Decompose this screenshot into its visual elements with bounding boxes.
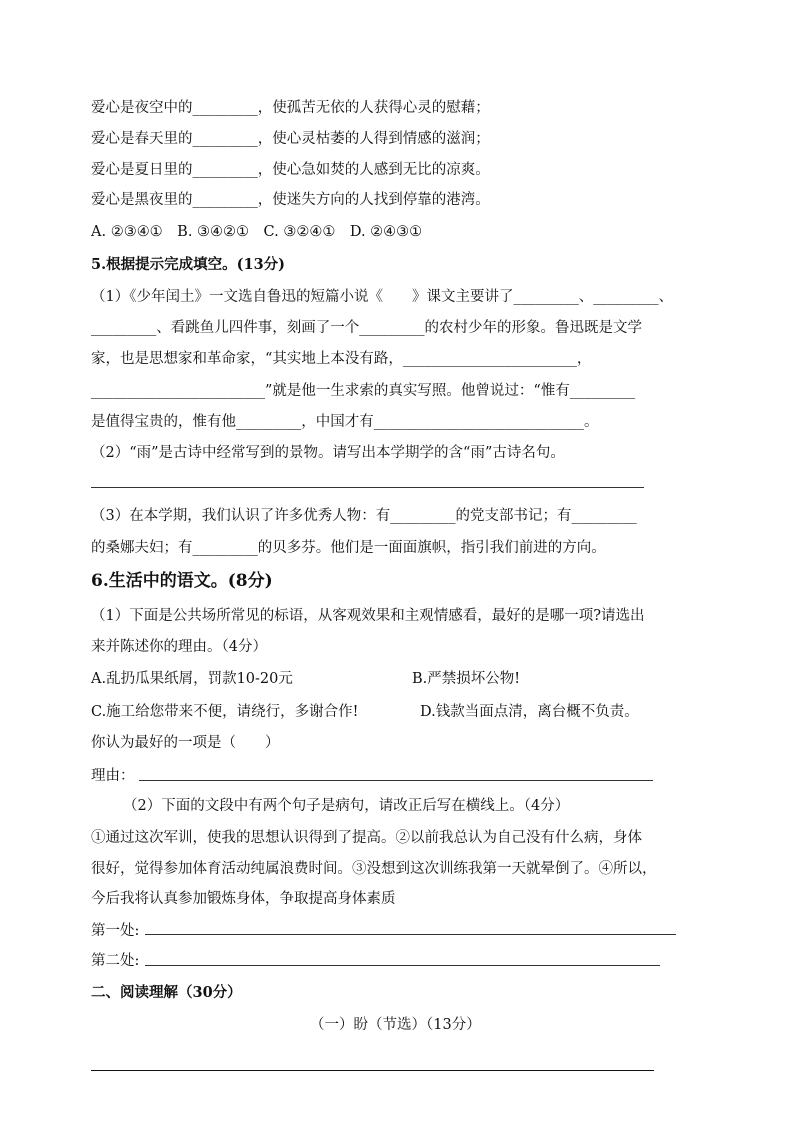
q6-title: 6.生活中的语文。(8分) (91, 571, 273, 591)
part2-title: 二、阅读理解（30分） (91, 984, 242, 1001)
q6-reason-answer-line[interactable] (139, 780, 653, 781)
q6-first-answer-line[interactable] (145, 934, 676, 935)
q4-sentence-3: 爱心是夏日里的_________，使心急如焚的人感到无比的凉爽。 (91, 162, 490, 178)
q6-option-b: B.严禁损坏公物! (412, 671, 521, 687)
q6-option-d: D.钱款当面点清，离台概不负责。 (420, 704, 639, 720)
q6-p2-text-line-3: 今后我将认真参加锻炼身体，争取提高身体素质 (91, 891, 396, 907)
q4-sentence-4: 爱心是黑夜里的_________，使迷失方向的人找到停靠的港湾。 (91, 192, 490, 208)
q4-sentence-2: 爱心是春天里的_________，使心灵枯萎的人得到情感的滋润； (91, 131, 490, 147)
q6-p1-line-1: （1）下面是公共场所常见的标语，从客观效果和主观情感看，最好的是哪一项?请选出 (91, 608, 645, 624)
q6-p1-line-2: 来并陈述你的理由。（4分） (91, 639, 267, 655)
q5-p2-answer-line[interactable] (91, 487, 644, 488)
q5-p1-line-3: 家，也是思想家和革命家，“其实地上本没有路，________________________， (91, 351, 592, 367)
part2-subtitle: （一）盼（节选）（13分） (310, 1017, 481, 1033)
q6-reason-label: 理由： (91, 768, 135, 784)
q5-p3-line-2: 的桑娜夫妇；有_________的贝多芬。他们是一面面旗帜，指引我们前进的方向。 (91, 540, 606, 556)
q5-p1-line-5: 是值得宝贵的，惟有他_________，中国才有_____________________________。 (91, 414, 599, 430)
q6-option-c: C.施工给您带来不便，请绕行，多谢合作! (91, 704, 359, 720)
q5-p1-line-1: （1）《少年闰土》一文选自鲁迅的短篇小说《 》课文主要讲了_________、_________、 (91, 289, 673, 305)
q6-second-answer-line[interactable] (145, 965, 660, 966)
part2-divider (91, 1070, 654, 1071)
q5-p2-prompt: （2）“雨”是古诗中经常写到的景物。请写出本学期学的含“雨”古诗名句。 (91, 445, 565, 461)
q4-sentence-1: 爱心是夜空中的_________，使孤苦无依的人获得心灵的慰藉； (91, 100, 490, 116)
q6-first-label: 第一处: (91, 923, 140, 939)
q6-p2-text-line-1: ①通过这次军训，使我的思想认识得到了提高。②以前我总认为自己没有什么病，身体 (91, 830, 642, 846)
q6-p2-text-line-2: 很好，觉得参加体育活动纯属浪费时间。③没想到这次训练我第一天就晕倒了。④所以， (91, 861, 657, 877)
q4-options: A. ②③④① B. ③④②① C. ③②④① D. ②④③① (91, 224, 423, 240)
q6-p2-title: （2）下面的文段中有两个句子是病句，请改正后写在横线上。（4分） (123, 798, 570, 814)
q5-title: 5.根据提示完成填空。(13分) (91, 256, 286, 273)
q5-p3-line-1: （3）在本学期，我们认识了许多优秀人物：有_________的党支部书记；有_________ (91, 508, 637, 524)
q5-p1-line-2: _________、看跳鱼儿四件事，刻画了一个_________的农村少年的形象。鲁迅既是文学 (91, 320, 642, 336)
q6-second-label: 第二处: (91, 953, 140, 969)
q6-best-prompt: 你认为最好的一项是（ ） (91, 735, 280, 751)
q5-p1-line-4: ________________________”就是他一生求索的真实写照。他曾说过：“惟有_________ (91, 383, 636, 399)
q6-option-a: A.乱扔瓜果纸屑，罚款10-20元 (91, 671, 293, 687)
